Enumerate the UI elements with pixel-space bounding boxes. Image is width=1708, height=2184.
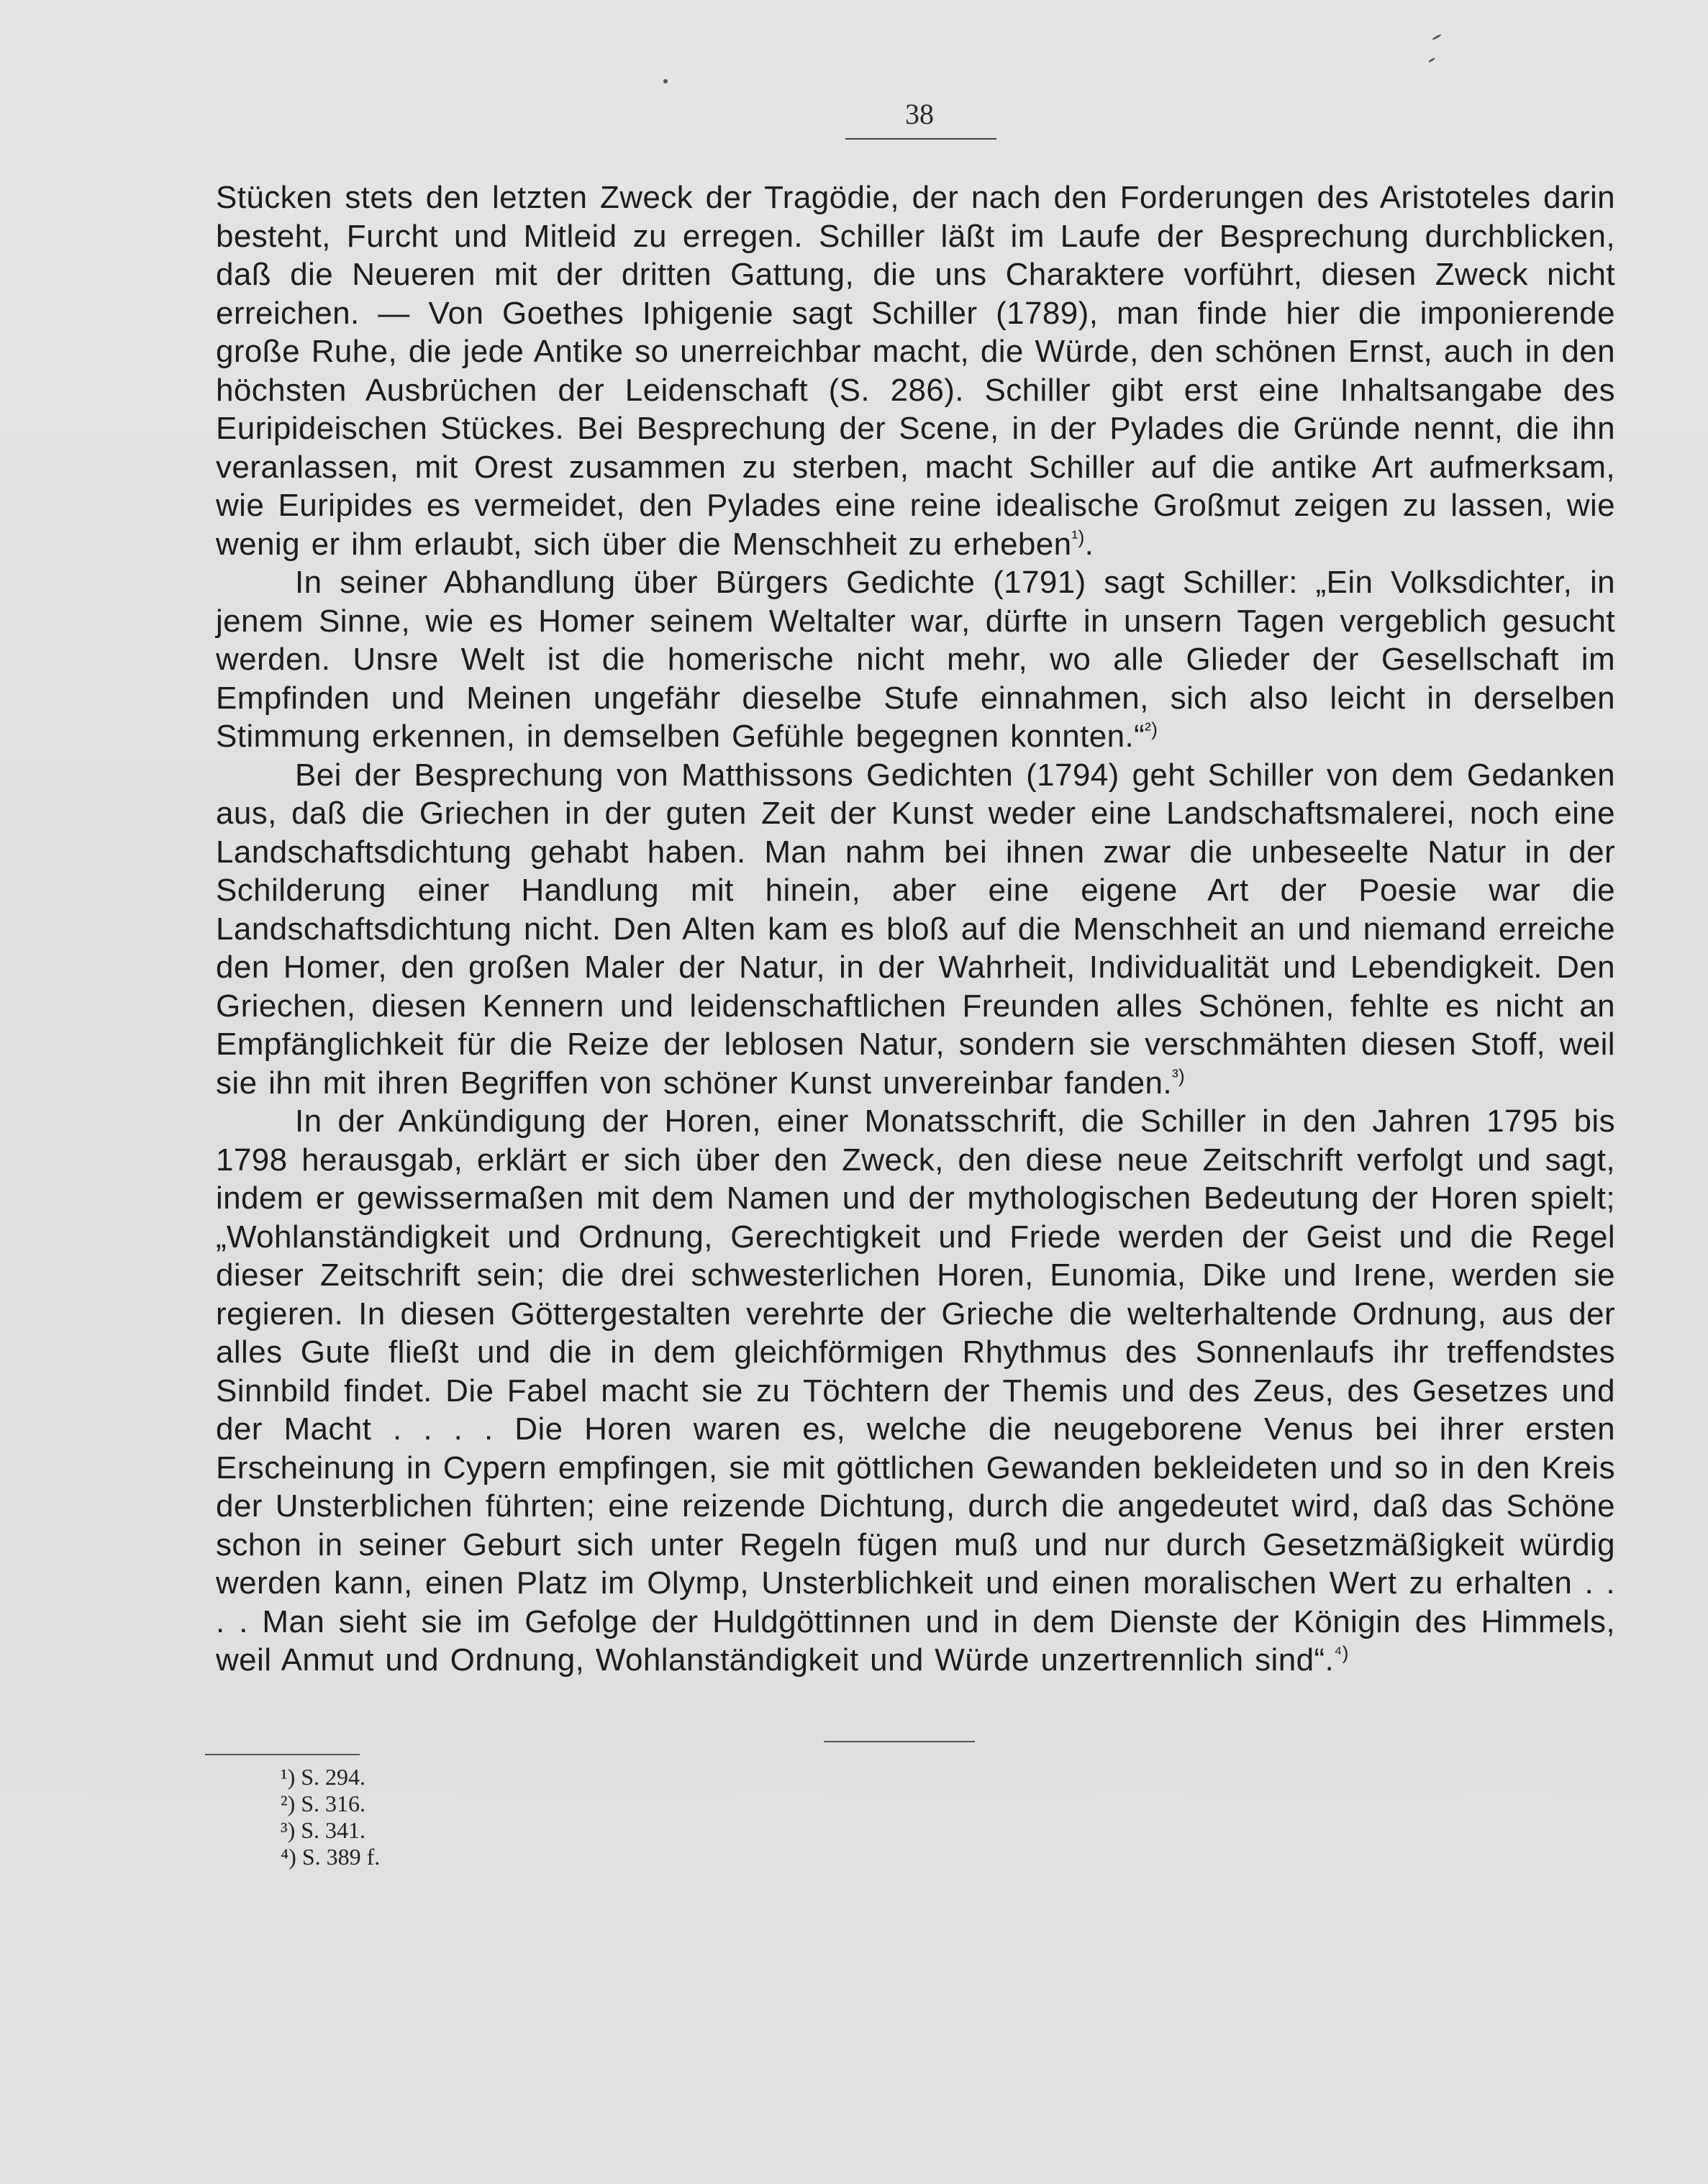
- body-text: [216, 178, 1615, 1680]
- paragraph-tail: .: [1084, 526, 1094, 562]
- footnote: [281, 1844, 380, 1870]
- footnote-text: S. 389 f.: [301, 1844, 381, 1870]
- paragraph: [216, 756, 1615, 1103]
- footnote-mark: ²): [281, 1791, 296, 1816]
- paragraph: [216, 1102, 1615, 1680]
- paragraph: [216, 563, 1615, 756]
- footnote-text: S. 341.: [301, 1817, 366, 1843]
- scan-speck: [663, 79, 668, 83]
- footnote-mark: ³): [281, 1817, 296, 1843]
- footnote-mark: ¹): [281, 1764, 296, 1790]
- paragraph-text: Stücken stets den letzten Zweck der Tragödie, der nach den Forderungen des Aristoteles darin besteht, Furcht und Mitleid zu erregen. Schiller läßt im Laufe der Besprechung durchblicken, daß die Neueren mit der dritten Gattung, die uns Charaktere vorführt, diesen Zweck nicht erreichen. — Von Goethes Iphigenie sagt Schiller (1789), man finde hier die imponierende große Ruhe, die jede Antike so unerreichbar macht, die Würde, den schönen Ernst, auch in den höchsten Ausbrüchen der Leidenschaft (S. 286). Schiller gibt erst eine Inhaltsangabe des Euripideischen Stückes. Bei Besprechung der Scene, in der Pylades die Gründe nennt, die ihn veranlassen, mit Orest zusammen zu sterben, macht Schiller auf die antike Art aufmerksam, wie Euripides es vermeidet, den Pylades eine reine idealische Großmut zeigen zu lassen, wie wenig er ihm erlaubt, sich über die Menschheit zu erheben: [216, 180, 1615, 562]
- footnote-reference: ¹): [1071, 525, 1085, 547]
- footnote-reference: ³): [1171, 1064, 1186, 1086]
- footnote-text: S. 316.: [301, 1791, 366, 1816]
- footnote-reference: ²): [1145, 718, 1158, 740]
- scan-speck: [1432, 34, 1442, 41]
- paragraph-text: Bei der Besprechung von Matthissons Gedichten (1794) geht Schiller von dem Gedanken aus, daß die Griechen in der guten Zeit der Kunst weder eine Landschaftsmalerei, noch eine Landschaftsdichtung gehabt haben. Man nahm bei ihnen zwar die unbeseelte Natur in der Schilderung einer Handlung mit hinein, aber eine eigene Art der Poesie war die Landschaftsdichtung nicht. Den Alten kam es bloß auf die Menschheit an und niemand erreiche den Homer, den großen Maler der Natur, in der Wahrheit, Individualität und Lebendigkeit. Den Griechen, diesen Kennern und leidenschaftlichen Freunden alles Schönen, fehlte es nicht an Empfänglichkeit für die Reize der leblosen Natur, sondern sie verschmähten diesen Stoff, weil sie ihn mit ihren Begriffen von schöner Kunst unvereinbar fanden.: [216, 757, 1615, 1101]
- footnote: [281, 1817, 380, 1844]
- paragraph-text: In der Ankündigung der Horen, einer Monatsschrift, die Schiller in den Jahren 1795 bis 1798 herausgab, erklärt er sich über den Zweck, den diese neue Zeitschrift verfolgt und sagt, indem er gewissermaßen mit dem Namen und der mythologischen Bedeutung der Horen spielt; „Wohlanständigkeit und Ordnung, Gerechtigkeit und Friede werden der Geist und die Regel dieser Zeitschrift sein; die drei schwesterlichen Horen, Eunomia, Dike und Irene, werden sie regieren. In diesen Göttergestalten verehrte der Grieche die welterhaltende Ordnung, aus der alles Gute fließt und die in dem gleichförmigen Rhythmus des Sonnenlaufs ihr treffendstes Sinnbild findet. Die Fabel macht sie zu Töchtern der Themis und des Zeus, des Gesetzes und der Macht . . . . Die Horen waren es, welche die neugeborene Venus bei ihrer ersten Erscheinung in Cypern empfingen, sie mit göttlichen Gewanden bekleideten und so in den Kreis der Unsterblichen führten; eine reizende Dichtung, durch die angedeutet wird, daß das Schöne schon in seiner Geburt sich unter Regeln fügen muß und nur durch Gesetzmäßigkeit würdig werden kann, einen Platz im Olymp, Unsterblichkeit und einen moralischen Wert zu erhalten . . . . Man sieht sie im Gefolge der Huldgöttinnen und in dem Dienste der Königin des Himmels, weil Anmut und Ordnung, Wohlanständigkeit und Würde unzertrennlich sind“.: [216, 1104, 1615, 1678]
- footnote-reference: ⁴): [1334, 1642, 1349, 1664]
- footnote: [281, 1791, 380, 1817]
- page-number-rule: [845, 138, 996, 140]
- paragraph: [216, 178, 1615, 563]
- footnotes: [281, 1764, 380, 1870]
- page-number: 38: [905, 98, 934, 130]
- section-divider: [824, 1741, 975, 1742]
- footnote-mark: ⁴): [281, 1844, 296, 1870]
- footnote-divider: [205, 1754, 360, 1755]
- footnote: [281, 1764, 380, 1791]
- scan-speck: [1428, 58, 1435, 63]
- paragraph-text: In seiner Abhandlung über Bürgers Gedichte (1791) sagt Schiller: „Ein Volksdichter, in jenem Sinne, wie es Homer seinem Weltalter war, dürfte in unsern Tagen vergeblich gesucht werden. Unsre Welt ist die homerische nicht mehr, wo alle Glieder der Gesellschaft im Empfinden und Meinen ungefähr dieselbe Stufe einnahmen, sich also leicht in derselben Stimmung erkennen, in demselben Gefühle begegnen konnten.“: [216, 565, 1615, 754]
- footnote-text: S. 294.: [301, 1764, 366, 1790]
